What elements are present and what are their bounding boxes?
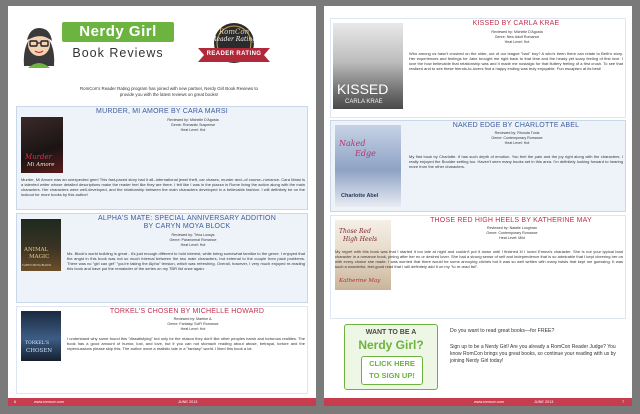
heat-level: Heat Level: Hot [180,243,206,247]
cover-title-line2: Mi Amore [27,162,55,168]
left-footer [8,398,316,406]
left-page [8,6,316,406]
review-title: TORKEL'S CHOSEN BY MICHELLE HOWARD [109,308,265,315]
review-alphas-mate [16,213,308,303]
page-number: 6 [14,400,17,404]
promo-question: Do you want to read great books—for FREE? [450,328,555,334]
sign-up-button-line1: CLICK HERE [369,359,415,368]
genre: Genre: New Adult Romance [494,35,540,39]
book-cover-kissed [333,23,403,109]
review-meta [397,226,627,241]
review-body: My regret with this book was that I started it too late at night and couldn't put it down until I finished it! I loved Emma's character. She is not your typical lead character in a romance book, pining after her ex or desired lover. She had a strong sense of self and independence that is so admirable that I kept cheering her on with every choice she made. I was worried that there would be some annoying clichés but it was so well written with many twists that kept me guessing. It was such a wonderful, feel-good read that I will definitely add it on my "to re-read list". [335,249,623,269]
logo-book-reviews-text: Book Reviews [72,46,164,60]
genre: Genre: Paranormal Romance [169,238,217,242]
sign-up-button-line2: TO SIGN UP! [369,371,415,380]
footer-date: JUNE 2013 [534,400,554,404]
reviewer: Reviewed by: Natalie Loughran [487,226,537,230]
book-cover-murder-mi-amore [21,117,63,173]
right-page [324,6,632,406]
review-title: THOSE RED HIGH HEELS BY KATHERINE MAY [430,217,592,224]
review-meta [407,30,627,45]
review-body: Ms. Block's world building is great - it's just enough different to hold interest, while being somewhat familiar to the genre. I enjoyed that the angst in this book was not so much internal between the two main characters, but external to the couple from pack problems. There was no "girl can get" "you're taking the Alpha" tension, which was refreshing. Overall, however, I very much enjoyed re-reading this book and have put the remainder of the series on my TBR list once again. [67,251,305,271]
cover-author: Katherine May [339,278,381,284]
cover-title-line2: CHOSEN [26,348,53,354]
promo-body: Sign up to be a Nerdy Girl! Are you already a RomCon Reader Judge? You know RomCon brings you great books, so continue your reading with us by joining Nerdy Girl today! [450,344,616,364]
logo-nerdy-girl-text: Nerdy Girl [62,22,174,42]
promo-nerdy-girl-line: Nerdy Girl? [358,338,424,352]
review-naked-edge [330,120,626,212]
reviewer: Reviewed by: Michelle D'Agosta [491,30,543,34]
cover-author: CARYN MOYA BLOCK [22,264,52,267]
cover-title-line1: ANIMAL [24,247,49,253]
footer-site: www.romcon.com [474,400,504,404]
review-title: MURDER, MI AMORE BY CARA MARSI [96,108,228,115]
badge-romcon-text: RomCon [218,28,250,36]
reviewer: Reviewed by: Martine A. [173,317,213,321]
badge-reader-rating-script: Reader Rating [211,36,257,43]
nerdy-girl-signup-promo[interactable] [344,324,438,390]
book-cover-naked-edge [335,125,401,207]
cover-title-line2: MAGIC [29,254,50,260]
heat-level: Heat Level: Mild [499,236,525,240]
review-body: I understand why some found this "dissatisfying" but only for the reason they don't like other peoples harsh and torturous realities. The book has a good amount of humor, lust, and love, but if you can not stomach reading about abuse, betrayal, torture and the repercussions please skip this. The author wove a realistic tale in a "fantasy" world. I liked this book a lot. [67,336,305,351]
badge-reader-rating-ribbon: READER RATING [206,51,262,57]
review-those-red-high-heels [330,215,626,319]
heat-level: Heat Level: Hot [504,141,530,145]
review-body: Who among us hasn't crushed on the older, out of our league "bad" boy? A who's been there can relate to Beth's story. Her experiences and feelings for Jake brought me right back to that time and the heady yet scary feeling of first love. I love the how believable that relationship was and it made me nostalgic for that fluttery feeling of a first crush. To see that realized and to see these friends-to-lovers find a happy ending was truly enjoyable. Fun escapism at its best! [409,51,623,71]
review-meta [407,131,627,146]
cover-title-line1: Murder [25,153,52,161]
footer-site: www.romcon.com [34,400,64,404]
genre: Genre: Fantasy/ SciFi Romance [167,322,219,326]
book-cover-torkels-chosen [21,311,61,361]
review-body: My first book by Charlotte. It has such depth of emotion. You feel the pain and the joy right along with the characters. I really enjoyed the Boulder setting too. Haven't seen many books set in this area. I'm definitely looking forward to hearing more from the other characters. [409,154,623,169]
reader-rating-badge [196,22,272,68]
review-meta [77,118,309,133]
intro-text: RomCon's Reader Rating program has joined with new partner, Nerdy Girl Book Reviews to provide you with the latest reviews on great books! [79,86,258,97]
cover-author: Charlotte Abel [341,193,379,199]
review-title: ALPHA'S MATE: SPECIAL ANNIVERSARY ADDITION [98,215,276,222]
review-title: KISSED BY CARLA KRAE [472,20,560,27]
cover-title-line1: TORKEL'S [25,341,50,346]
genre: Genre: Romantic Suspense [170,123,216,127]
heat-level: Heat Level: Hot [504,40,530,44]
reviewer: Reviewed by: Rhonda Tunis [494,131,540,135]
nerdy-girl-logo [18,20,176,70]
review-body: Murder, Mi Amore was an unexpected gem! This fast-paced story had it all--international jewel theft, car chases, murder and--of course--romance. Cara Marsi is a talented writer whose detailed descriptions make the reader feel like they are there. I felt like I was in the piazza in Rome living the action along with the main characters. Her characters were well-developed, and the relationship between the main characters developed in a believable fashion. I will definitely be on the lookout for more books by this author! [21,177,305,197]
review-meta [77,317,309,332]
sign-up-button[interactable] [361,356,423,385]
review-torkels-chosen [16,306,308,394]
heat-level: Heat Level: Hot [180,128,206,132]
review-title-line2: BY CARYN MOYA BLOCK [143,223,231,230]
review-murder-mi-amore [16,106,308,210]
reviewer: Reviewed by: Trina Loosys [171,233,215,237]
review-kissed [330,18,626,118]
footer-date: JUNE 2013 [178,400,198,404]
cover-author: CARLA KRAE [345,99,383,105]
genre: Genre: Contemporary Romance [491,136,543,140]
cover-title-line1: Naked [339,139,366,148]
promo-want-line: WANT TO BE A [365,329,417,336]
cover-title-line1: KISSED [337,81,389,97]
cover-title-line2: High Heels [343,236,378,243]
review-meta [77,233,309,248]
right-footer [324,398,632,406]
cover-title-line1: Those Red [339,228,371,235]
review-title: NAKED EDGE BY CHARLOTTE ABEL [452,122,580,129]
page-number: 7 [622,400,625,404]
genre: Genre: Contemporary Romance [486,231,538,235]
nerdy-girl-avatar-icon [18,20,60,68]
reviewer: Reviewed by: Michelle D'Agosta [167,118,219,122]
cover-title-line2: Edge [355,149,376,158]
heat-level: Heat Level: Hot [180,327,206,331]
book-cover-animal-magic [21,219,61,271]
